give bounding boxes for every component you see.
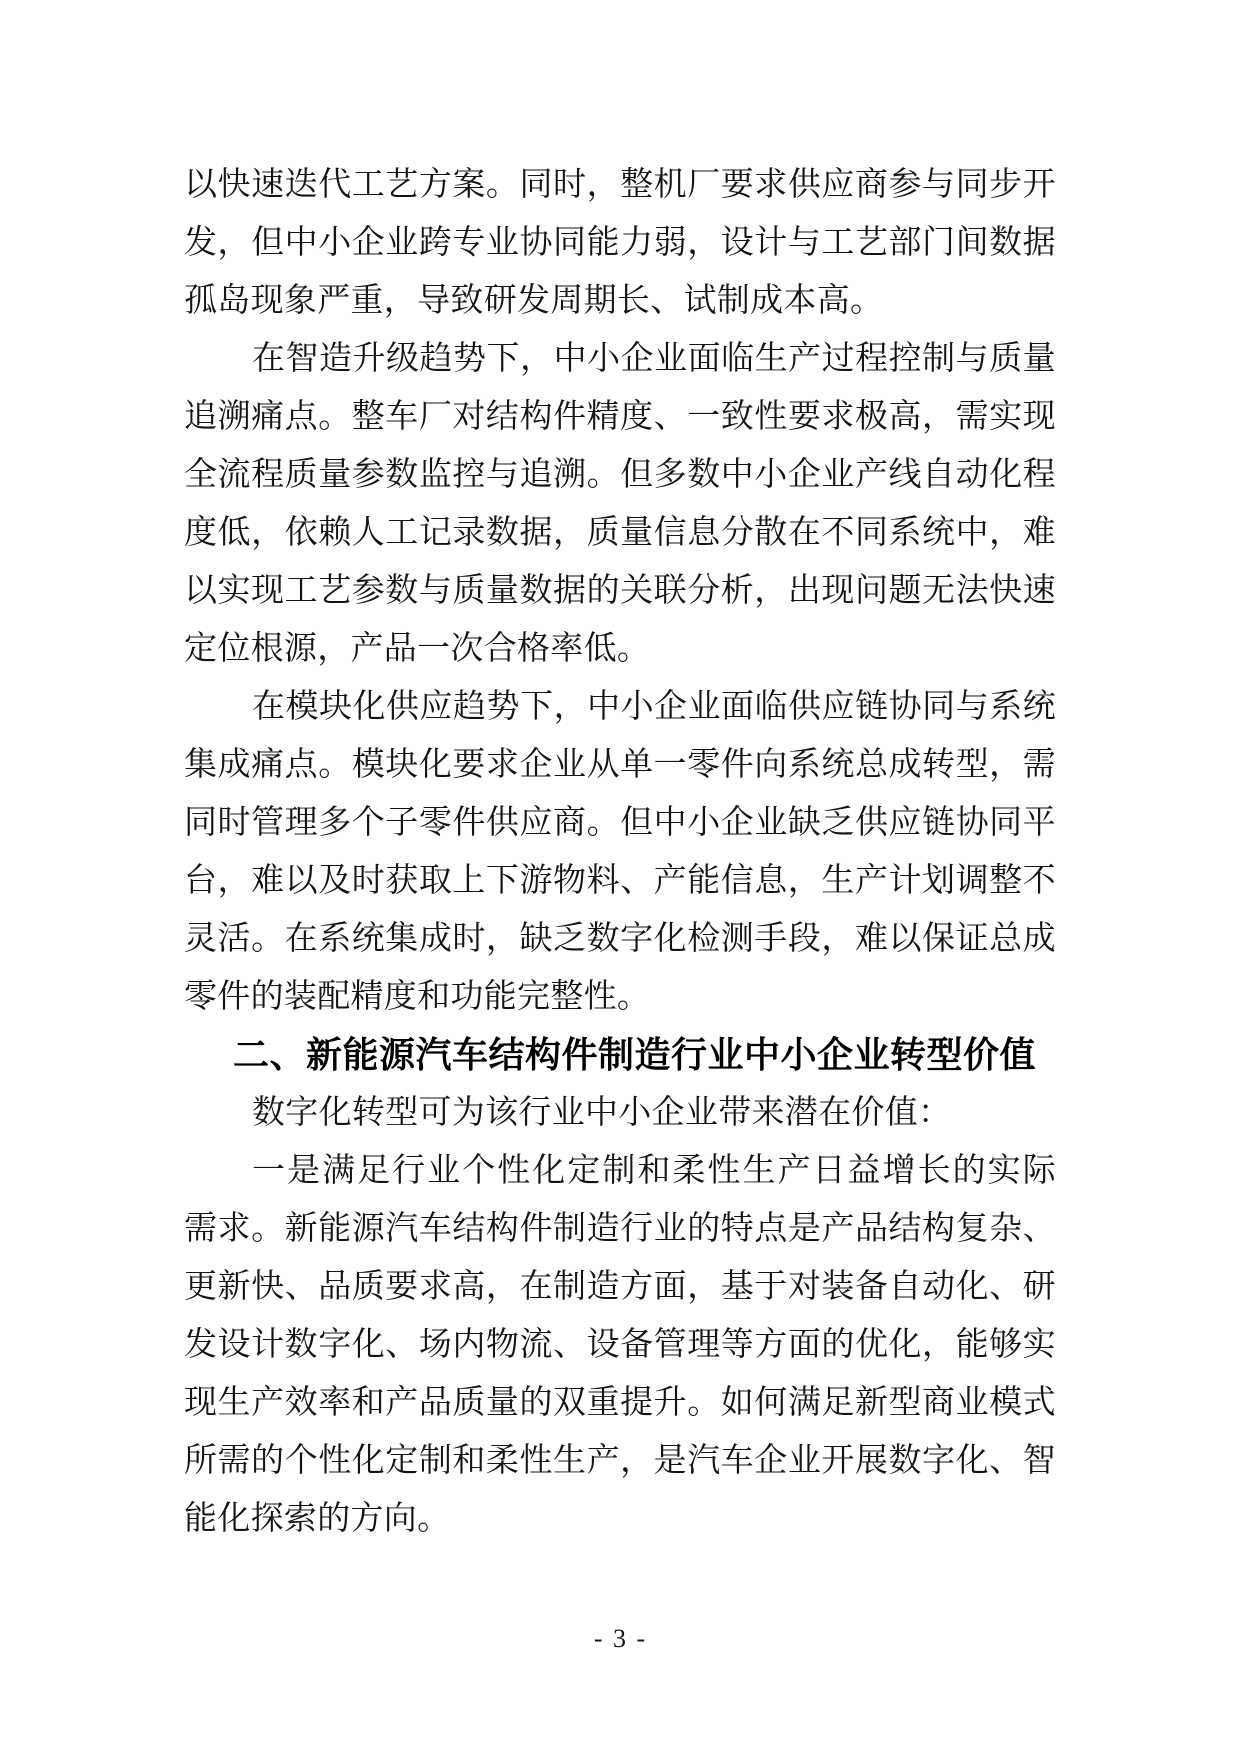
text-line: 需求。新能源汽车结构件制造行业的特点是产品结构复杂、 <box>184 1211 1056 1247</box>
text-line: 定位根源，产品一次合格率低。 <box>184 631 651 667</box>
text-line: 更新快、品质要求高，在制造方面，基于对装备自动化、研 <box>184 1269 1056 1305</box>
text-line: 零件的装配精度和功能完整性。 <box>184 979 651 1015</box>
paragraph-pain-point-supply-chain <box>184 678 1056 1026</box>
text-line: 孤岛现象严重，导致研发周期长、试制成本高。 <box>184 283 884 319</box>
text-line: 灵活。在系统集成时，缺乏数字化检测手段，难以保证总成 <box>184 921 1056 957</box>
text-line: 度低，依赖人工记录数据，质量信息分散在不同系统中，难 <box>184 515 1056 551</box>
text-line: 追溯痛点。整车厂对结构件精度、一致性要求极高，需实现 <box>184 399 1056 435</box>
text-line: 发，但中小企业跨专业协同能力弱，设计与工艺部门间数据 <box>184 225 1056 261</box>
paragraph-pain-point-rnd <box>184 156 1056 330</box>
paragraph-pain-point-quality <box>184 330 1056 678</box>
text-line: 现生产效率和产品质量的双重提升。如何满足新型商业模式 <box>184 1385 1056 1421</box>
paragraph-value-intro <box>184 1084 1056 1142</box>
text-line: 数字化转型可为该行业中小企业带来潜在价值： <box>252 1095 952 1131</box>
page-body <box>184 156 1056 1548</box>
text-line: 能化探索的方向。 <box>184 1501 451 1537</box>
text-line: 所需的个性化定制和柔性生产，是汽车企业开展数字化、智 <box>184 1443 1056 1479</box>
paragraph-value-point-one <box>184 1142 1056 1548</box>
text-line: 集成痛点。模块化要求企业从单一零件向系统总成转型，需 <box>184 747 1056 783</box>
text-line: 一是满足行业个性化定制和柔性生产日益增长的实际 <box>252 1153 1056 1189</box>
text-line: 全流程质量参数监控与追溯。但多数中小企业产线自动化程 <box>184 457 1056 493</box>
text-line: 在模块化供应趋势下，中小企业面临供应链协同与系统 <box>252 689 1056 725</box>
text-line: 同时管理多个子零件供应商。但中小企业缺乏供应链协同平 <box>184 805 1056 841</box>
text-line: 发设计数字化、场内物流、设备管理等方面的优化，能够实 <box>184 1327 1056 1363</box>
text-line: 以实现工艺参数与质量数据的关联分析，出现问题无法快速 <box>184 573 1056 609</box>
page-number: - 3 - <box>593 1624 648 1653</box>
text-line: 在智造升级趋势下，中小企业面临生产过程控制与质量 <box>252 341 1056 377</box>
text-line: 以快速迭代工艺方案。同时，整机厂要求供应商参与同步开 <box>184 167 1056 203</box>
section-heading: 二、新能源汽车结构件制造行业中小企业转型价值 <box>233 1034 1037 1075</box>
text-line: 台，难以及时获取上下游物料、产能信息，生产计划调整不 <box>184 863 1056 899</box>
